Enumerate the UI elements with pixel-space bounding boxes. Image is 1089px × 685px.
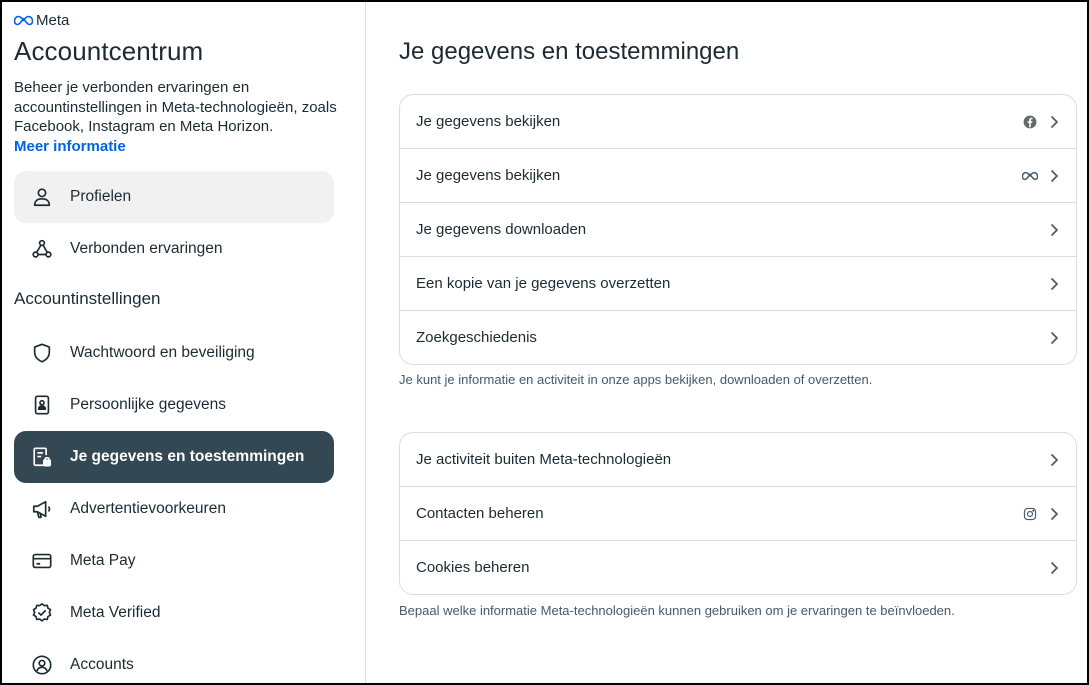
list-item-view-info-meta[interactable] bbox=[400, 148, 1076, 202]
main-content bbox=[366, 2, 1087, 683]
connected-experiences-icon bbox=[30, 237, 54, 261]
sidebar-item-accounts[interactable] bbox=[14, 639, 334, 685]
list-item-transfer-copy[interactable] bbox=[400, 256, 1076, 310]
sidebar-item-meta-verified[interactable] bbox=[14, 587, 334, 639]
sidebar-item-label: Verbonden ervaringen bbox=[70, 240, 223, 257]
document-lock-icon bbox=[30, 445, 54, 469]
row-label: Een kopie van je gegevens overzetten bbox=[416, 275, 671, 292]
chevron-right-icon bbox=[1048, 170, 1060, 182]
list-item-manage-contacts[interactable] bbox=[400, 486, 1076, 540]
meta-logo bbox=[14, 12, 69, 28]
sidebar-item-label: Advertentievoorkeuren bbox=[70, 500, 226, 517]
sidebar-item-label: Meta Verified bbox=[70, 604, 161, 621]
sidebar-item-label: Je gegevens en toestemmingen bbox=[70, 448, 305, 465]
card-icon bbox=[30, 549, 54, 573]
list-item-search-history[interactable] bbox=[400, 310, 1076, 364]
row-label: Contacten beheren bbox=[416, 505, 544, 522]
sidebar-description-text: Beheer je verbonden ervaringen en accountinstellingen in Meta-technologieën, zoals Facebook, Instagram en Meta Horizon. bbox=[14, 79, 337, 135]
verified-badge-icon bbox=[30, 601, 54, 625]
person-icon bbox=[30, 185, 54, 209]
sidebar-item-personal-details[interactable] bbox=[14, 379, 334, 431]
list-item-off-meta-activity[interactable] bbox=[400, 433, 1076, 486]
sidebar-item-your-info-permissions[interactable] bbox=[14, 431, 334, 483]
row-label: Cookies beheren bbox=[416, 559, 530, 576]
sidebar-item-label: Accounts bbox=[70, 656, 134, 673]
chevron-right-icon bbox=[1048, 278, 1060, 290]
sidebar-item-label: Meta Pay bbox=[70, 552, 136, 569]
brand-name: Meta bbox=[36, 11, 70, 29]
group1-note: Je kunt je informatie en activiteit in onze apps bekijken, downloaden of overzetten. bbox=[399, 372, 873, 387]
row-label: Je gegevens bekijken bbox=[416, 167, 561, 184]
sidebar-item-label: Wachtwoord en beveiliging bbox=[70, 344, 255, 361]
sidebar-item-profiles[interactable] bbox=[14, 171, 334, 223]
sidebar-item-connected-experiences[interactable] bbox=[14, 223, 334, 275]
chevron-right-icon bbox=[1048, 562, 1060, 574]
chevron-right-icon bbox=[1048, 454, 1060, 466]
list-item-manage-cookies[interactable] bbox=[400, 540, 1076, 594]
shield-icon bbox=[30, 341, 54, 365]
chevron-right-icon bbox=[1048, 508, 1060, 520]
account-circle-icon bbox=[30, 653, 54, 677]
sidebar-item-label: Persoonlijke gegevens bbox=[70, 396, 226, 413]
row-label: Je gegevens downloaden bbox=[416, 221, 587, 238]
meta-infinity-icon bbox=[14, 15, 33, 26]
list-item-view-info-facebook[interactable] bbox=[400, 95, 1076, 148]
list-item-download-info[interactable] bbox=[400, 202, 1076, 256]
row-label: Zoekgeschiedenis bbox=[416, 329, 537, 346]
sidebar-description bbox=[14, 78, 344, 156]
id-card-icon bbox=[30, 393, 54, 417]
sidebar bbox=[2, 2, 366, 683]
row-label: Je gegevens bekijken bbox=[416, 113, 561, 130]
megaphone-icon bbox=[30, 497, 54, 521]
chevron-right-icon bbox=[1048, 332, 1060, 344]
instagram-icon bbox=[1022, 506, 1038, 522]
settings-card-data bbox=[399, 94, 1077, 365]
settings-card-activity bbox=[399, 432, 1077, 595]
row-label: Je activiteit buiten Meta-technologieën bbox=[416, 451, 672, 468]
sidebar-item-ad-preferences[interactable] bbox=[14, 483, 334, 535]
group2-note: Bepaal welke informatie Meta-technologieën kunnen gebruiken om je ervaringen te beïnvloeden. bbox=[399, 603, 955, 618]
sidebar-item-password-security[interactable] bbox=[14, 327, 334, 379]
sidebar-title: Accountcentrum bbox=[14, 36, 204, 66]
sidebar-item-label: Profielen bbox=[70, 188, 132, 205]
meta-icon bbox=[1022, 168, 1038, 184]
chevron-right-icon bbox=[1048, 116, 1060, 128]
chevron-right-icon bbox=[1048, 224, 1060, 236]
sidebar-item-meta-pay[interactable] bbox=[14, 535, 334, 587]
more-info-link[interactable]: Meer informatie bbox=[14, 137, 126, 155]
facebook-icon bbox=[1022, 114, 1038, 130]
page-title: Je gegevens en toestemmingen bbox=[399, 38, 740, 65]
section-heading-account-settings: Accountinstellingen bbox=[14, 289, 161, 308]
